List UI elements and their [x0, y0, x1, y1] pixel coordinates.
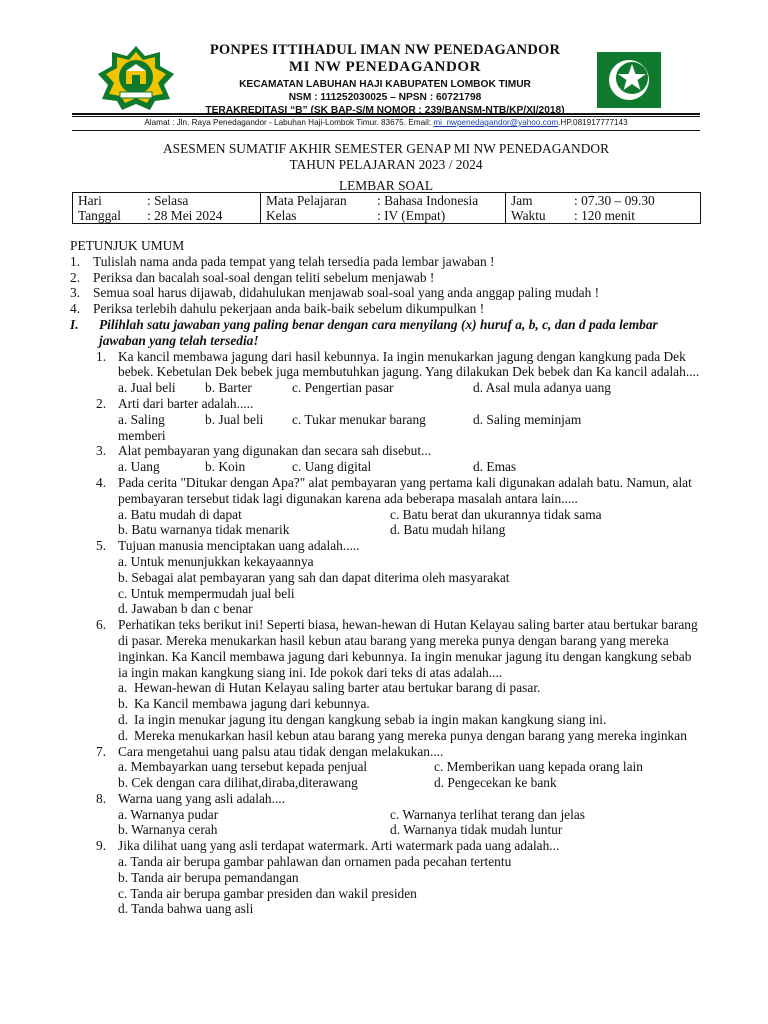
list-text: Periksa terlebih dahulu pekerjaan anda baik-baik sebelum dikumpulkan ! — [93, 301, 485, 317]
question-number: 4. — [96, 474, 107, 490]
phone-text: .HP.081917777143 — [558, 118, 628, 127]
info-label-mapel: Mata Pelajaran — [261, 193, 373, 209]
list-text: Tulislah nama anda pada tempat yang telah tersedia pada lembar jawaban ! — [93, 253, 495, 269]
option-d: d. Emas — [473, 459, 517, 475]
list-number: 3. — [70, 285, 81, 301]
option-b — [70, 570, 702, 586]
option-d: d. Batu mudah hilang — [390, 522, 506, 538]
option-b: b. Cek dengan cara dilihat,diraba,diterawang — [118, 775, 358, 791]
option-b: b. Barter — [205, 380, 252, 396]
question-text: Jika dilihat uang yang asli terdapat watermark. Arti watermark pada uang adalah... — [118, 838, 560, 854]
question-number: 5. — [96, 538, 107, 554]
info-value-mapel: : Bahasa Indonesia — [372, 193, 506, 209]
question-7-options-row2 — [70, 775, 702, 791]
option-a: a. Batu mudah di dapat — [118, 506, 242, 522]
option-d: d. Warnanya tidak mudah luntur — [390, 822, 563, 838]
option-c: c. Memberikan uang kepada orang lain — [434, 759, 643, 775]
question-1-options — [70, 380, 702, 396]
question-text: Alat pembayaran yang digunakan dan secara sah disebut... — [118, 443, 432, 459]
school-name: MI NW PENEDAGANDOR — [288, 59, 482, 75]
exam-title-line1: ASESMEN SUMATIF AKHIR SEMESTER GENAP MI NW PENEDAGANDOR — [162, 141, 609, 156]
list-item — [70, 270, 702, 286]
option-text: d. Jawaban b dan c benar — [118, 601, 253, 617]
option-a: a. Jual beli — [118, 380, 176, 396]
option-text: Hewan-hewan di Hutan Kelayau saling barter atau bertukar barang di pasar. — [134, 680, 541, 696]
info-value-hari: : Selasa — [142, 193, 261, 209]
question-4 — [70, 475, 702, 507]
option-text: d. Tanda bahwa uang asli — [118, 901, 254, 917]
option-d: d. Asal mula adanya uang — [473, 380, 611, 396]
info-label-tanggal: Tanggal — [73, 208, 143, 224]
option-c — [70, 586, 702, 602]
option-a: a. Hewan-hewan di Hutan Kelayau saling barter atau bertukar barang di pasar. — [70, 680, 702, 696]
question-4-options-row1 — [70, 507, 702, 523]
option-b: b. Jual beli — [205, 411, 264, 427]
question-7-options-row1 — [70, 759, 702, 775]
option-text: Ia ingin menukar jagung itu dengan kangkung sebab ia ingin makan kangkung siang ini. — [134, 711, 607, 727]
option-d — [70, 601, 702, 617]
question-number: 1. — [96, 348, 107, 364]
question-number: 6. — [96, 617, 107, 633]
question-2-options — [70, 412, 702, 444]
address-text: Alamat : Jln. Raya Penedagandor - Labuhan Haji-Lombok Timur. 83675. Email: — [144, 118, 434, 127]
question-text: Arti dari barter adalah..... — [118, 395, 254, 411]
address-rule — [72, 130, 700, 131]
list-text: Semua soal harus dijawab, didahulukan menjawab soal-soal yang anda anggap paling mudah ! — [93, 285, 600, 301]
exam-body — [70, 238, 702, 917]
email-link[interactable]: mi_nwpenedagandor@yahoo.com — [433, 118, 559, 127]
table-row — [73, 208, 701, 224]
exam-title-line2: TAHUN PELAJARAN 2023 / 2024 — [289, 156, 483, 172]
option-a — [70, 854, 702, 870]
info-label-kelas: Kelas — [261, 208, 373, 224]
option-c — [70, 886, 702, 902]
exam-info-table — [72, 192, 701, 224]
option-a — [70, 554, 702, 570]
info-value-tanggal: : 28 Mei 2024 — [142, 208, 261, 224]
option-c: c. Warnanya terlihat terang dan jelas — [390, 806, 585, 822]
school-district: KECAMATAN LABUHAN HAJI KABUPATEN LOMBOK TIMUR — [239, 79, 531, 90]
petunjuk-title: PETUNJUK UMUM — [70, 238, 185, 253]
school-nsm-npsn: NSM : 111252030025 – NPSN : 60721798 — [288, 92, 482, 103]
option-b: b. Warnanya cerah — [118, 822, 218, 838]
option-text: a. Tanda air berupa gambar pahlawan dan ornamen pada pecahan tertentu — [118, 854, 512, 870]
question-text: Warna uang yang asli adalah.... — [118, 790, 285, 806]
question-number: 9. — [96, 838, 107, 854]
option-text: b. Tanda air berupa pemandangan — [118, 869, 299, 885]
option-b: b. Batu warnanya tidak menarik — [118, 522, 290, 538]
list-number: 4. — [70, 301, 81, 317]
option-c: c. Tukar menukar barang — [292, 411, 426, 427]
question-3 — [70, 443, 702, 459]
info-label-hari: Hari — [73, 193, 143, 209]
info-value-jam: : 07.30 – 09.30 — [569, 193, 701, 209]
option-a: a. Uang — [118, 459, 160, 475]
option-d — [70, 901, 702, 917]
question-8-options-row1 — [70, 807, 702, 823]
school-foundation-name: PONPES ITTIHADUL IMAN NW PENEDAGANDOR — [209, 42, 561, 58]
option-text: Mereka menukarkan hasil kebun atau barang yang mereka punya dengan barang yang mereka inginkan — [134, 727, 687, 743]
info-label-waktu: Waktu — [506, 208, 570, 224]
nw-crescent-star-logo-icon — [597, 52, 661, 108]
list-number: 1. — [70, 253, 81, 269]
section-instruction — [70, 317, 702, 349]
option-text: Ka Kancil membawa jagung dari kebunnya. — [134, 696, 370, 712]
question-2 — [70, 396, 702, 412]
question-text: Cara mengetahui uang palsu atau tidak dengan melakukan.... — [118, 743, 444, 759]
question-text: Perhatikan teks berikut ini! Seperti biasa, hewan-hewan di Hutan Kelayau saling barter atau bertukar barang di pasar. Mereka menukarkan hasil kebun atau barang yang mereka punya dengan barang yang mereka inginkan. Ka Kancil membawa jagung dari kebunnya. Ia ingin menukar jagung itu dengan kangkung sebab ia ingin makan kangkung siang ini. Ide pokok dari teks di atas adalah.... — [118, 617, 698, 680]
option-c: c. Batu berat dan ukurannya tidak sama — [390, 506, 602, 522]
option-c: c. Uang digital — [292, 459, 372, 475]
option-d: d. Saling meminjam — [473, 411, 582, 427]
option-d: d. Pengecekan ke bank — [434, 775, 557, 791]
option-text: b. Sebagai alat pembayaran yang sah dan dapat diterima oleh masyarakat — [118, 569, 510, 585]
question-text: Ka kancil membawa jagung dari hasil kebunnya. Ia ingin menukarkan jagung dengan kangkung pada Dek bebek. Kebetulan Dek bebek juga membutuhkan jagung. Yang dilakukan Dek bebek dan Ka kancil adalah.... — [118, 348, 700, 380]
exam-title — [72, 141, 700, 172]
option-c: d. Ia ingin menukar jagung itu dengan kangkung sebab ia ingin makan kangkung siang ini. — [70, 712, 702, 728]
question-3-options — [70, 459, 702, 475]
question-6 — [70, 617, 702, 680]
question-1 — [70, 349, 702, 381]
school-accreditation: TERAKREDITASI “B” (SK BAP-S/M NOMOR : 239/BANSM-NTB/KP/XI/2018) — [205, 105, 565, 116]
question-number: 3. — [96, 443, 107, 459]
list-text: Periksa dan bacalah soal-soal dengan teliti sebelum menjawab ! — [93, 269, 435, 285]
option-a: a. Warnanya pudar — [118, 806, 219, 822]
question-number: 2. — [96, 395, 107, 411]
question-9 — [70, 838, 702, 854]
question-8 — [70, 791, 702, 807]
list-item — [70, 254, 702, 270]
option-text: c. Untuk mempermudah jual beli — [118, 585, 295, 601]
section-text: Pilihlah satu jawaban yang paling benar dengan cara menyilang (x) huruf a, b, c, dan d pada lembar jawaban yang telah tersedia! — [99, 316, 658, 348]
option-b: b. Koin — [205, 459, 246, 475]
info-value-waktu: : 120 menit — [569, 208, 701, 224]
option-text: a. Untuk menunjukkan kekayaannya — [118, 553, 314, 569]
lembar-soal-title: LEMBAR SOAL — [338, 178, 434, 193]
letterhead — [180, 42, 590, 117]
option-a: a. Saling memberi — [118, 411, 166, 443]
question-8-options-row2 — [70, 822, 702, 838]
option-a: a. Membayarkan uang tersebut kepada penjual — [118, 759, 368, 775]
question-7 — [70, 744, 702, 760]
question-text: Tujuan manusia menciptakan uang adalah..... — [118, 538, 360, 554]
option-b — [70, 870, 702, 886]
section-number: I. — [70, 316, 79, 332]
question-4-options-row2 — [70, 522, 702, 538]
school-address — [72, 117, 700, 128]
list-item — [70, 285, 702, 301]
info-label-jam: Jam — [506, 193, 570, 209]
info-value-kelas: : IV (Empat) — [372, 208, 506, 224]
option-b: b. Ka Kancil membawa jagung dari kebunnya. — [70, 696, 702, 712]
header-rule-thick — [72, 113, 700, 115]
table-row — [73, 193, 701, 209]
question-5 — [70, 538, 702, 554]
kemenag-logo-icon — [96, 44, 176, 112]
option-d: d. Mereka menukarkan hasil kebun atau barang yang mereka punya dengan barang yang mereka inginkan — [70, 728, 702, 744]
question-text: Pada cerita "Ditukar dengan Apa?" alat pembayaran yang pertama kali digunakan adalah batu. Namun, alat pembayaran tersebut tidak lagi digunakan karena ada beberapa masalah antara lain..... — [118, 474, 692, 506]
question-number: 7. — [96, 743, 107, 759]
list-number: 2. — [70, 269, 81, 285]
option-text: c. Tanda air berupa gambar presiden dan wakil presiden — [118, 885, 417, 901]
option-c: c. Pengertian pasar — [292, 380, 394, 396]
list-item — [70, 301, 702, 317]
question-number: 8. — [96, 790, 107, 806]
